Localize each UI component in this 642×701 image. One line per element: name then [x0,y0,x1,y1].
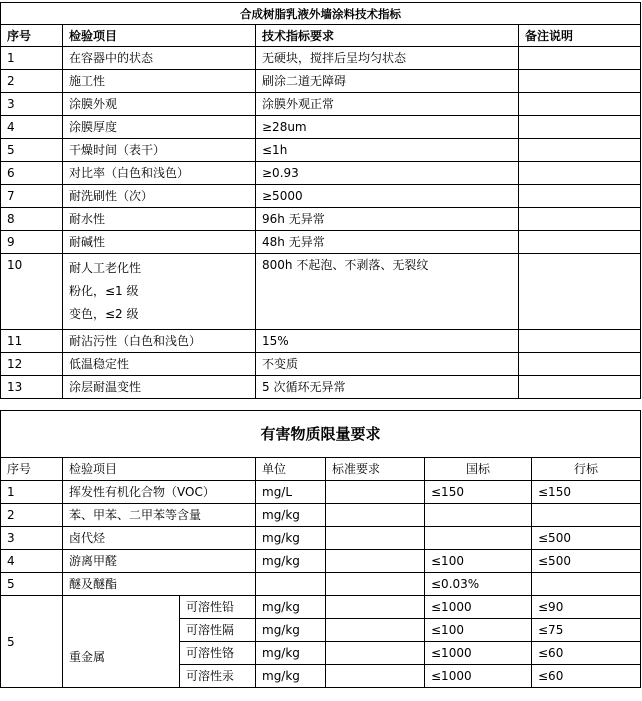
row-industry: ≤150 [532,481,641,504]
table-row [1,93,641,116]
row-national [425,527,532,550]
row-item: 涂膜厚度 [63,116,256,139]
table-row [1,596,641,619]
row-national: ≤150 [425,481,532,504]
row-note [519,330,641,353]
row-industry: ≤90 [532,596,641,619]
row-note [519,139,641,162]
row-standard [326,481,425,504]
row-national: ≤0.03% [425,573,532,596]
col-header-standard: 标准要求 [326,458,425,481]
col-header-requirement: 技术指标要求 [256,25,519,47]
row-industry: ≤75 [532,619,641,642]
row-item: 游离甲醛 [63,550,256,573]
row-requirement: 不变质 [256,353,519,376]
row-standard [326,527,425,550]
row-standard [326,596,425,619]
row-requirement: 15% [256,330,519,353]
row-note [519,47,641,70]
row-national: ≤100 [425,550,532,573]
row-requirement: 96h 无异常 [256,208,519,231]
table-row [1,116,641,139]
row-note [519,93,641,116]
table-row [1,70,641,93]
row-item: 耐碱性 [63,231,256,254]
row-standard [326,504,425,527]
row-unit: mg/kg [256,527,326,550]
col-header-item: 检验项目 [63,25,256,47]
row-standard [326,642,425,665]
hazard-limit-title: 有害物质限量要求 [1,411,641,458]
row-note [519,70,641,93]
row-national: ≤1000 [425,642,532,665]
row-requirement: 涂膜外观正常 [256,93,519,116]
table-row [1,139,641,162]
row-number: 8 [1,208,63,231]
heavy-metal-name: 可溶性铬 [180,642,256,665]
tech-spec-table [0,2,641,399]
row-number: 3 [1,93,63,116]
row-industry: ≤60 [532,642,641,665]
row-requirement: ≤1h [256,139,519,162]
row-item: 涂层耐温变性 [63,376,256,399]
row-item [63,254,256,330]
row-note [519,185,641,208]
row-item: 低温稳定性 [63,353,256,376]
row-standard [326,573,425,596]
row-industry [532,504,641,527]
row-item: 干燥时间（表干） [63,139,256,162]
row-requirement: 800h 不起泡、不剥落、无裂纹 [256,254,519,330]
row-standard [326,550,425,573]
row-national [425,504,532,527]
row-item: 挥发性有机化合物（VOC） [63,481,256,504]
row-number: 4 [1,550,63,573]
row-industry [532,573,641,596]
row-number: 2 [1,504,63,527]
row-number: 5 [1,139,63,162]
row-number: 1 [1,481,63,504]
row-standard [326,619,425,642]
row-number: 13 [1,376,63,399]
row-note [519,353,641,376]
table-row [1,162,641,185]
row-item-line: 变色，≤2 级 [69,307,139,321]
row-note [519,208,641,231]
row-item: 在容器中的状态 [63,47,256,70]
table-row [1,376,641,399]
table-row [1,185,641,208]
row-item-line: 粉化，≤1 级 [69,284,139,298]
row-item: 施工性 [63,70,256,93]
row-item: 耐洗刷性（次） [63,185,256,208]
row-unit: mg/kg [256,642,326,665]
table-row [1,254,641,330]
table-row [1,208,641,231]
row-unit: mg/kg [256,665,326,688]
heavy-metal-name: 可溶性隔 [180,619,256,642]
row-item: 耐水性 [63,208,256,231]
row-requirement: 无硬块，搅拌后呈均匀状态 [256,47,519,70]
row-note [519,231,641,254]
row-number: 10 [1,254,63,330]
row-number: 6 [1,162,63,185]
row-industry: ≤500 [532,550,641,573]
row-requirement: 48h 无异常 [256,231,519,254]
row-number: 5 [1,596,63,688]
row-number: 1 [1,47,63,70]
row-item: 耐沾污性（白色和浅色） [63,330,256,353]
row-unit [256,573,326,596]
row-item: 苯、甲苯、二甲苯等含量 [63,504,256,527]
heavy-metal-group: 重金属 [63,596,180,688]
row-number: 2 [1,70,63,93]
tech-spec-title: 合成树脂乳液外墙涂料技术指标 [1,3,641,25]
row-requirement: ≥5000 [256,185,519,208]
table-row [1,573,641,596]
row-note [519,162,641,185]
row-national: ≤100 [425,619,532,642]
row-item: 涂膜外观 [63,93,256,116]
row-industry: ≤60 [532,665,641,688]
table-row [1,481,641,504]
col-header-industry: 行标 [532,458,641,481]
col-header-unit: 单位 [256,458,326,481]
row-standard [326,665,425,688]
table-row [1,527,641,550]
row-number: 3 [1,527,63,550]
table-row [1,231,641,254]
row-item: 对比率（白色和浅色） [63,162,256,185]
row-item-line: 耐人工老化性 [69,261,142,275]
row-national: ≤1000 [425,596,532,619]
table-row [1,550,641,573]
col-header-no: 序号 [1,458,63,481]
row-item: 醚及醚酯 [63,573,256,596]
row-note [519,116,641,139]
col-header-note: 备注说明 [519,25,641,47]
row-industry: ≤500 [532,527,641,550]
hazard-limit-table [0,410,641,688]
row-requirement: 刷涂二道无障碍 [256,70,519,93]
row-number: 11 [1,330,63,353]
row-number: 12 [1,353,63,376]
row-unit: mg/kg [256,596,326,619]
col-header-no: 序号 [1,25,63,47]
col-header-national: 国标 [425,458,532,481]
heavy-metal-name: 可溶性铅 [180,596,256,619]
row-number: 9 [1,231,63,254]
row-unit: mg/kg [256,504,326,527]
row-requirement: 5 次循环无异常 [256,376,519,399]
row-unit: mg/kg [256,619,326,642]
row-number: 7 [1,185,63,208]
row-item: 卤代烃 [63,527,256,550]
row-requirement: ≥28um [256,116,519,139]
row-number: 5 [1,573,63,596]
table-row [1,47,641,70]
table-row [1,504,641,527]
row-unit: mg/L [256,481,326,504]
table-row [1,330,641,353]
row-national: ≤1000 [425,665,532,688]
row-number: 4 [1,116,63,139]
heavy-metal-name: 可溶性汞 [180,665,256,688]
table-row [1,353,641,376]
row-unit: mg/kg [256,550,326,573]
row-note [519,376,641,399]
col-header-item: 检验项目 [63,458,256,481]
row-note [519,254,641,330]
row-requirement: ≥0.93 [256,162,519,185]
